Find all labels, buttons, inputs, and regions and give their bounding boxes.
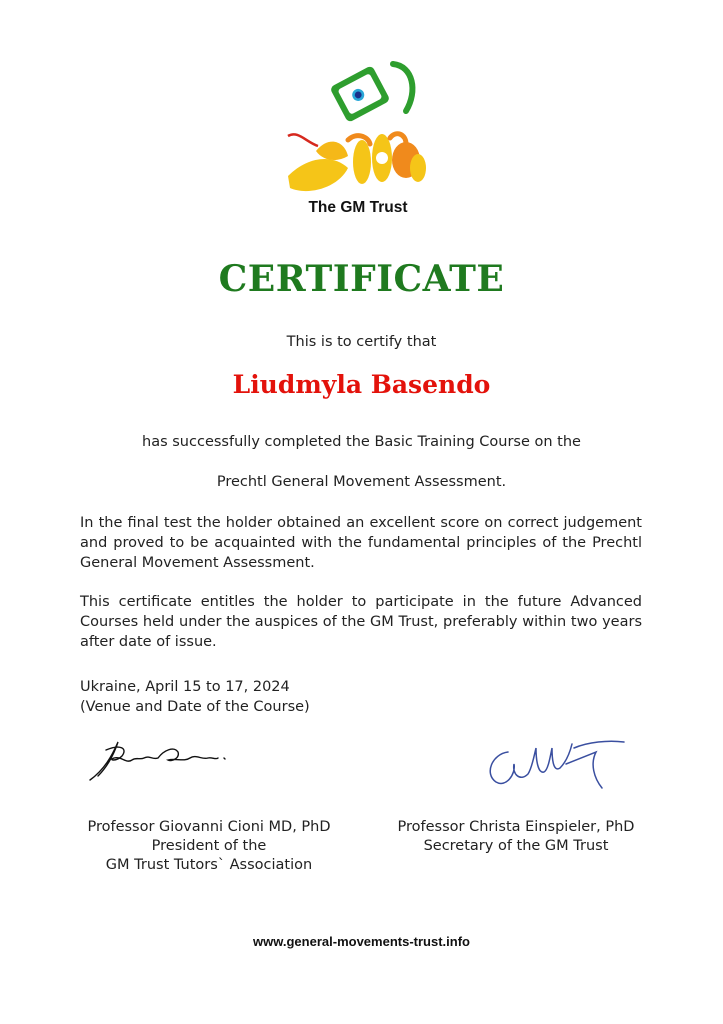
signature-einspieler: [478, 734, 628, 798]
entitlement-paragraph: This certificate entitles the holder to participate in the future Advanced Courses held under the auspices of the GM Trust, preferably within two years after date of issue.: [80, 594, 642, 650]
signatory-role: President of the: [151, 838, 267, 854]
venue-block: [80, 677, 310, 717]
completion-line-2: Prechtl General Movement Assessment.: [216, 474, 507, 490]
test-result-paragraph: In the final test the holder obtained an excellent score on correct judgement and proved to be acquainted with the fundamental principles of the Prechtl General Movement Assessment.: [80, 515, 642, 571]
recipient-name: Liudmyla Basendo: [232, 370, 491, 399]
certificate-title: CERTIFICATE: [218, 258, 505, 300]
venue-caption: (Venue and Date of the Course): [80, 699, 310, 715]
website-url: www.general-movements-trust.info: [253, 934, 470, 949]
organization-name: The GM Trust: [308, 199, 408, 216]
certify-intro: This is to certify that: [286, 334, 437, 350]
signatory-einspieler: [394, 818, 638, 856]
signatory-name: Professor Christa Einspieler, PhD: [397, 819, 635, 835]
signatory-cioni: [80, 818, 338, 875]
gm-trust-logo-icon: [278, 56, 438, 206]
signatory-name: Professor Giovanni Cioni MD, PhD: [87, 819, 331, 835]
venue-date: Ukraine, April 15 to 17, 2024: [80, 679, 290, 695]
signature-cioni: [86, 736, 236, 790]
signatory-role: GM Trust Tutors` Association: [105, 857, 313, 873]
completion-line-1: has successfully completed the Basic Training Course on the: [142, 434, 581, 450]
signatory-role: Secretary of the GM Trust: [423, 838, 609, 854]
